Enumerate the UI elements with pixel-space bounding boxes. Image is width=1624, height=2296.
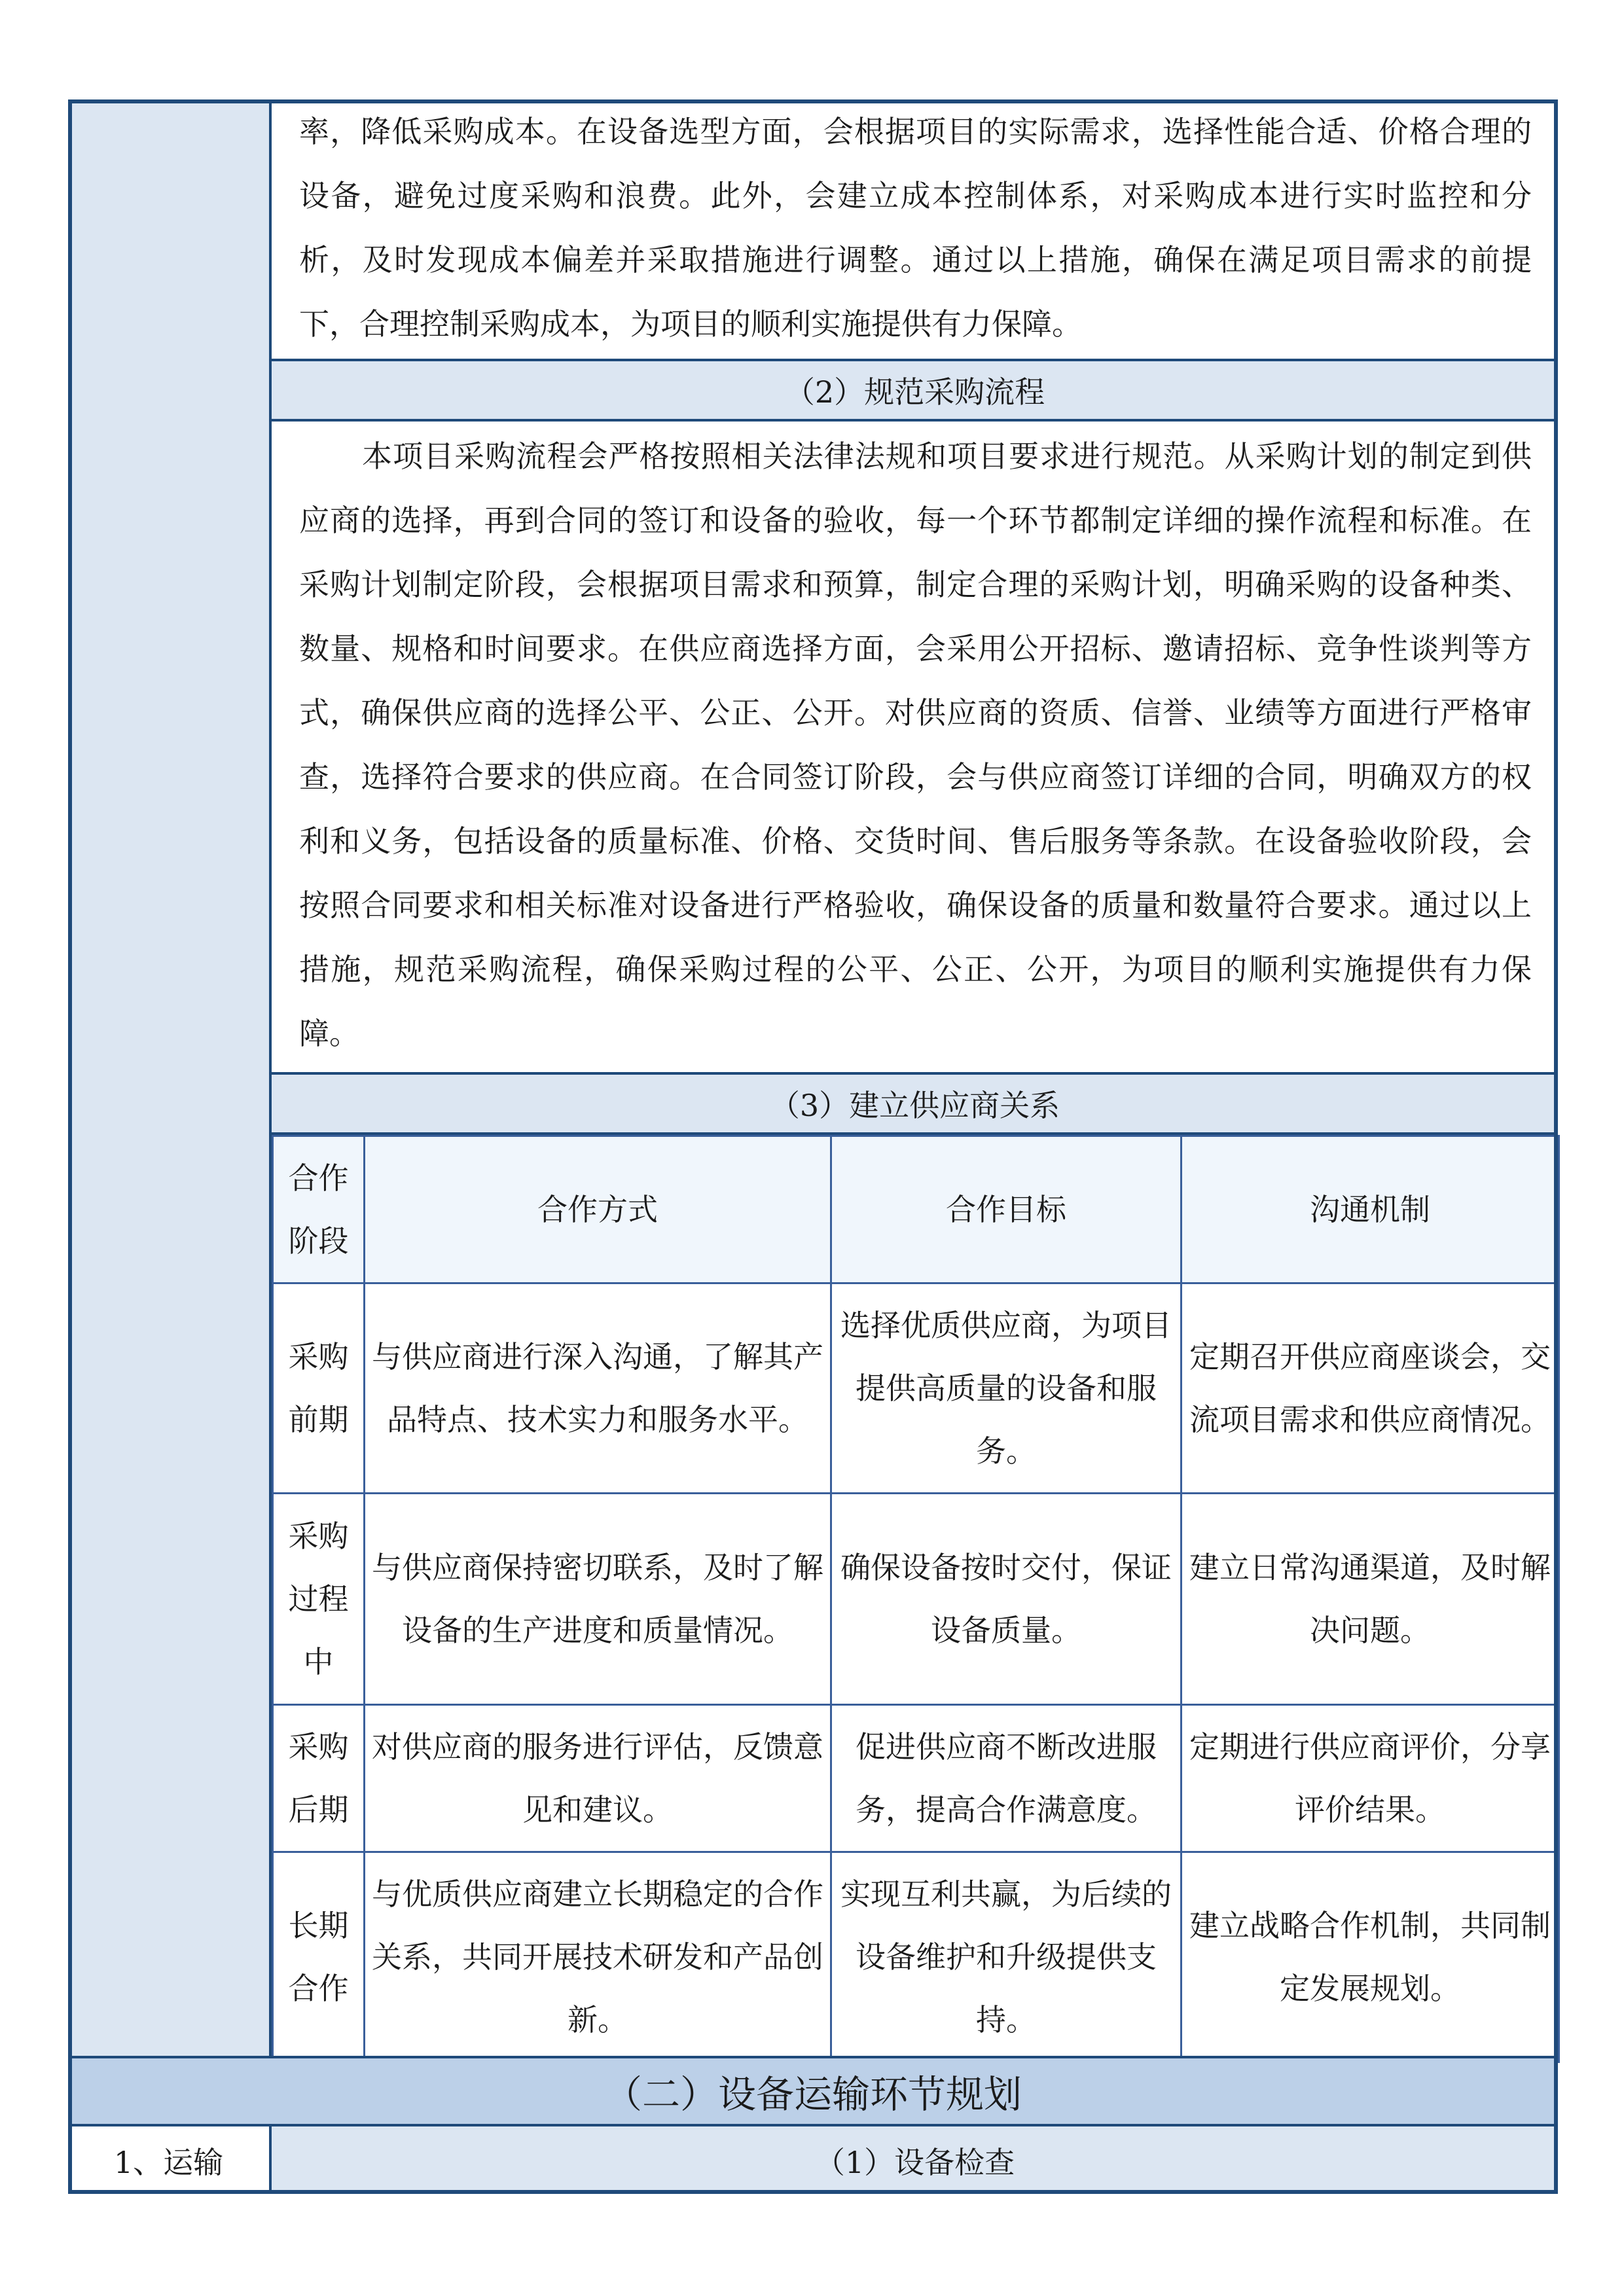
section-title-transport-planning: （二）设备运输环节规划: [68, 2056, 1558, 2126]
goal-cell: 促进供应商不断改进服务，提高合作满意度。: [831, 1705, 1182, 1852]
stage-cell: 采购前期: [273, 1283, 365, 1494]
header-goal: 合作目标: [831, 1136, 1182, 1283]
stage-cell: 采购后期: [273, 1705, 365, 1852]
cost-control-paragraph: 率，降低采购成本。在设备选型方面，会根据项目的实际需求，选择性能合适、价格合理的设备，避免过度采购和浪费。此外，会建立成本控制体系，对采购成本进行实时监控和分析，及时发现成本偏差并采取措施进行调整。通过以上措施，确保在满足项目需求的前提下，合理控制采购成本，为项目的顺利实施提供有力保障。: [299, 114, 1532, 342]
header-method: 合作方式: [365, 1136, 831, 1283]
goal-cell: 实现互利共赢，为后续的设备维护和升级提供支持。: [831, 1852, 1182, 2062]
communication-cell: 定期进行供应商评价，分享评价结果。: [1182, 1705, 1559, 1852]
stage-cell: 采购过程中: [273, 1494, 365, 1705]
method-cell: 与供应商保持密切联系，及时了解设备的生产进度和质量情况。: [365, 1494, 831, 1705]
method-cell: 与供应商进行深入沟通，了解其产品特点、技术实力和服务水平。: [365, 1283, 831, 1494]
stage-cell: 长期合作: [273, 1852, 365, 2062]
goal-cell: 确保设备按时交付，保证设备质量。: [831, 1494, 1182, 1705]
header-communication: 沟通机制: [1182, 1136, 1559, 1283]
subheading-standardize-procurement: （2）规范采购流程: [272, 359, 1558, 422]
goal-cell: 选择优质供应商，为项目提供高质量的设备和服务。: [831, 1283, 1182, 1494]
procurement-process-paragraph: 本项目采购流程会严格按照相关法律法规和项目要求进行规范。从采购计划的制定到供应商的选择，再到合同的签订和设备的验收，每一个环节都制定详细的操作流程和标准。在采购计划制定阶段，会根据项目需求和预算，制定合理的采购计划，明确采购的设备种类、数量、规格和时间要求。在供应商选择方面，会采用公开招标、邀请招标、竞争性谈判等方式，确保供应商的选择公平、公正、公开。对供应商的资质、信誉、业绩等方面进行严格审查，选择符合要求的供应商。在合同签订阶段，会与供应商签订详细的合同，明确双方的权利和义务，包括设备的质量标准、价格、交货时间、售后服务等条款。在设备验收阶段，会按照合同要求和相关标准对设备进行严格验收，确保设备的质量和数量符合要求。通过以上措施，规范采购流程，确保采购过程的公平、公正、公开，为项目的顺利实施提供有力保障。: [299, 439, 1532, 1051]
method-cell: 与优质供应商建立长期稳定的合作关系，共同开展技术研发和产品创新。: [365, 1852, 831, 2062]
communication-cell: 定期召开供应商座谈会，交流项目需求和供应商情况。: [1182, 1283, 1559, 1494]
subheading-equipment-inspection: （1）设备检查: [272, 2126, 1558, 2194]
communication-cell: 建立日常沟通渠道，及时解决问题。: [1182, 1494, 1559, 1705]
communication-cell: 建立战略合作机制，共同制定发展规划。: [1182, 1852, 1559, 2062]
subheading-supplier-relations: （3）建立供应商关系: [272, 1072, 1558, 1135]
category-label-transport: 1、运输: [68, 2126, 272, 2194]
method-cell: 对供应商的服务进行评估，反馈意见和建议。: [365, 1705, 831, 1852]
header-stage: 合作阶段: [273, 1136, 365, 1283]
document-table-frame: [68, 99, 1558, 2194]
